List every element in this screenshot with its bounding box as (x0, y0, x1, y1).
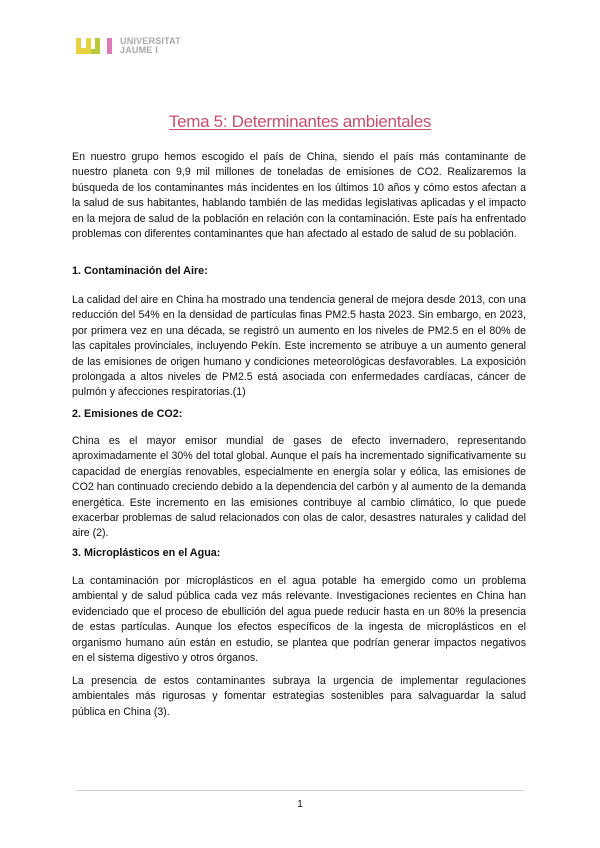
uji-logo-icon (76, 38, 114, 54)
section-heading-air: 1. Contaminación del Aire: (72, 265, 208, 277)
section-heading-microplastics: 3. Microplásticos en el Agua: (72, 547, 221, 559)
conclusion-paragraph: La presencia de estos contaminantes subraya la urgencia de implementar regulaciones ambientales más rigurosas y fomentar estrategias sostenibles para salvaguardar la salud pública en China (3). (72, 675, 526, 718)
uji-letters-icon (76, 38, 114, 54)
section-text-co2: China es el mayor emisor mundial de gases de efecto invernadero, representando aproximadamente el 30% del total global. Aunque el país ha incrementado significativamente su capacidad de energías renovables, especialmente en energía solar y eólica, las emisiones de CO2 han continuado creciendo debido a la dependencia del carbón y al aumento de la demanda energética. Este incremento en las emisiones contribuye al cambio climático, lo que puede exacerbar problemas de salud relacionados con olas de calor, desastres naturales y calidad del aire (2). (72, 435, 526, 540)
section-text-air: La calidad del aire en China ha mostrado una tendencia general de mejora desde 2013, con una reducción del 54% en la densidad de partículas finas PM2.5 hasta 2023. Sin embargo, en 2023, por primera vez en una década, se registró un aumento en los niveles de PM2.5 en el 80% de las capitales provinciales, incluyendo Pekín. Este incremento se atribuye a un aumento general de las emisiones de origen humano y condiciones meteorológicas desfavorables. La exposición prolongada a altos niveles de PM2.5 está asociada con enfermedades cardíacas, cáncer de pulmón y afecciones respiratorias.(1) (72, 294, 526, 399)
page-number: 1 (297, 799, 303, 810)
section-heading-co2: 2. Emisiones de CO2: (72, 408, 183, 420)
logo-line-2: JAUME I (120, 45, 158, 55)
footer-divider (76, 790, 524, 791)
page-title: Tema 5: Determinantes ambientales (168, 112, 432, 131)
intro-paragraph: En nuestro grupo hemos escogido el país de China, siendo el país más contaminante de nuestro planeta con 9,9 mil millones de toneladas de emisiones de CO2. Realizaremos la búsqueda de los contaminantes más incidentes en los últimos 10 años y cómo estos afectan a la salud de sus habitantes, hablando también de las medidas legislativas aplicadas y el impacto en la mejora de salud de la población en relación con la contaminación. Este país ha enfrentado problemas con diferentes contaminantes que han afectado al estado de salud de su población. (72, 151, 526, 241)
logo-line-1: UNIVERSITAT (120, 36, 181, 46)
section-text-microplastics: La contaminación por microplásticos en el agua potable ha emergido como un problema ambiental y de salud pública cada vez más relevante. Investigaciones recientes en China han evidenciado que el proceso de ebullición del agua puede reducir hasta en un 80% la presencia de estas partículas. Aunque los efectos específicos de la ingesta de microplásticos en el organismo humano aún están en estudio, se plantea que podrían generar impactos negativos en el sistema digestivo y otros órganos. (72, 575, 526, 665)
university-logo (76, 37, 181, 55)
